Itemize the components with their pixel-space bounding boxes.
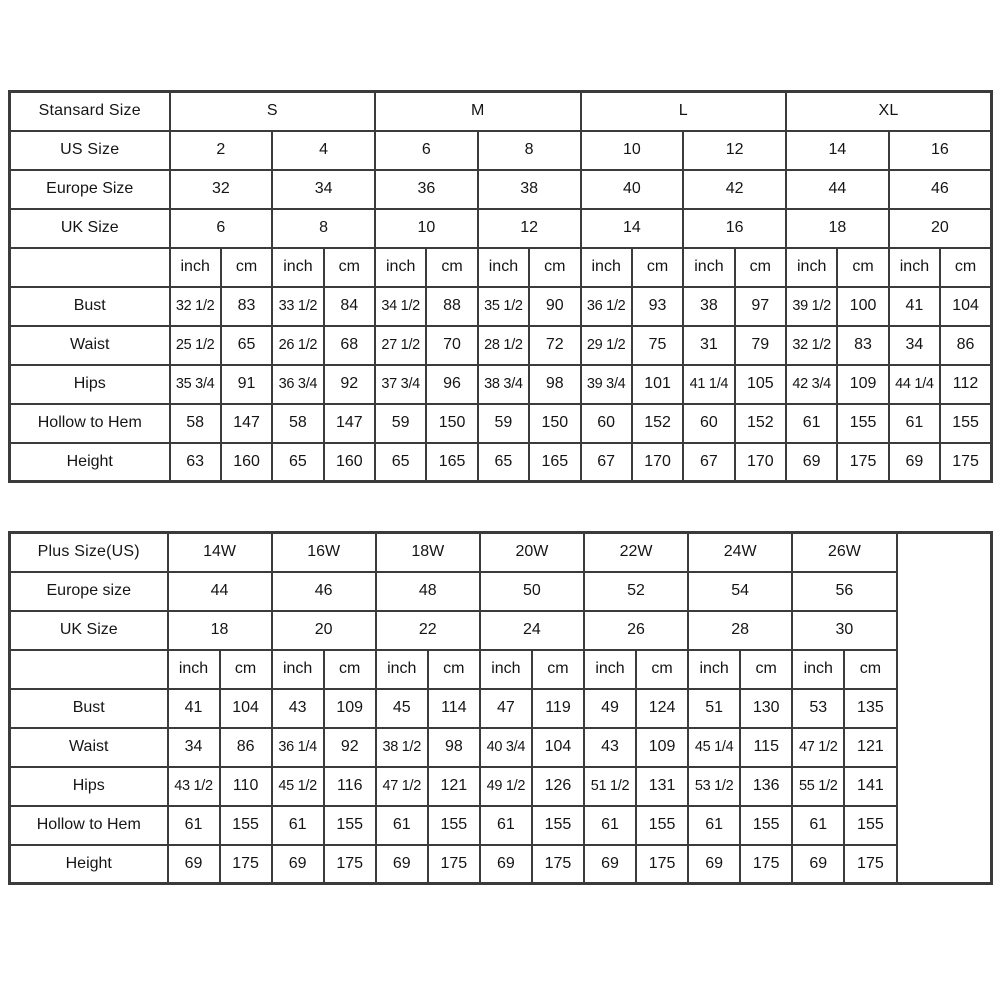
measurement-value: 155 [837, 404, 888, 443]
size-group-header: XL [786, 92, 992, 131]
measurement-value: 41 [168, 689, 220, 728]
unit-label: cm [221, 248, 272, 287]
measurement-value: 47 1/2 [376, 767, 428, 806]
measurement-value: 26 1/2 [272, 326, 323, 365]
measurement-row-label: Waist [10, 326, 170, 365]
measurement-value: 97 [735, 287, 786, 326]
table-row [10, 572, 992, 611]
measurement-value: 53 [792, 689, 844, 728]
measurement-value: 69 [272, 845, 324, 884]
table-row [10, 365, 992, 404]
measurement-value: 44 1/4 [889, 365, 940, 404]
measurement-value: 34 1/2 [375, 287, 426, 326]
uk-size-value: 28 [688, 611, 792, 650]
unit-label: cm [940, 248, 991, 287]
uk-size-value: 10 [375, 209, 478, 248]
size-group-header: S [170, 92, 376, 131]
measurement-value: 104 [940, 287, 991, 326]
us-size-value: 14 [786, 131, 889, 170]
measurement-value: 131 [636, 767, 688, 806]
measurement-value: 69 [584, 845, 636, 884]
europe-size-value: 44 [786, 170, 889, 209]
europe-size-value: 56 [792, 572, 896, 611]
measurement-value: 86 [220, 728, 272, 767]
unit-label: cm [837, 248, 888, 287]
measurement-value: 101 [632, 365, 683, 404]
unit-label: cm [532, 650, 584, 689]
measurement-value: 105 [735, 365, 786, 404]
size-group-header: 16W [272, 533, 376, 572]
measurement-row-label: Height [10, 443, 170, 482]
measurement-value: 32 1/2 [786, 326, 837, 365]
measurement-value: 114 [428, 689, 480, 728]
size-group-header: 20W [480, 533, 584, 572]
measurement-value: 141 [844, 767, 896, 806]
measurement-value: 116 [324, 767, 376, 806]
measurement-value: 43 [272, 689, 324, 728]
unit-label: inch [168, 650, 220, 689]
measurement-value: 75 [632, 326, 683, 365]
measurement-value: 43 1/2 [168, 767, 220, 806]
measurement-value: 61 [272, 806, 324, 845]
measurement-value: 28 1/2 [478, 326, 529, 365]
measurement-value: 155 [532, 806, 584, 845]
size-group-header: L [581, 92, 787, 131]
measurement-value: 37 3/4 [375, 365, 426, 404]
uk-size-value: 18 [786, 209, 889, 248]
measurement-value: 61 [786, 404, 837, 443]
measurement-value: 61 [376, 806, 428, 845]
europe-size-value: 40 [581, 170, 684, 209]
measurement-value: 155 [940, 404, 991, 443]
measurement-value: 92 [324, 728, 376, 767]
measurement-value: 92 [324, 365, 375, 404]
table-row [10, 248, 992, 287]
measurement-value: 121 [428, 767, 480, 806]
measurement-value: 67 [683, 443, 734, 482]
size-group-header: 26W [792, 533, 896, 572]
unit-label: cm [735, 248, 786, 287]
uk-size-value: 6 [170, 209, 273, 248]
measurement-value: 175 [837, 443, 888, 482]
measurement-row-label: Hollow to Hem [10, 404, 170, 443]
measurement-value: 175 [324, 845, 376, 884]
table-row [10, 650, 992, 689]
measurement-value: 165 [529, 443, 580, 482]
unit-label: cm [740, 650, 792, 689]
unit-label: inch [792, 650, 844, 689]
measurement-value: 93 [632, 287, 683, 326]
measurement-value: 147 [221, 404, 272, 443]
measurement-value: 72 [529, 326, 580, 365]
measurement-value: 40 3/4 [480, 728, 532, 767]
measurement-value: 59 [375, 404, 426, 443]
unit-label: cm [324, 650, 376, 689]
measurement-value: 86 [940, 326, 991, 365]
europe-size-value: 46 [272, 572, 376, 611]
table-row [10, 287, 992, 326]
measurement-value: 109 [837, 365, 888, 404]
measurement-value: 45 1/4 [688, 728, 740, 767]
measurement-value: 126 [532, 767, 584, 806]
measurement-value: 175 [844, 845, 896, 884]
us-size-value: 8 [478, 131, 581, 170]
table-row [10, 92, 992, 131]
measurement-value: 69 [688, 845, 740, 884]
measurement-value: 136 [740, 767, 792, 806]
unit-label: inch [584, 650, 636, 689]
measurement-value: 104 [220, 689, 272, 728]
us-size-value: 4 [272, 131, 375, 170]
unit-label: inch [272, 248, 323, 287]
measurement-value: 58 [272, 404, 323, 443]
table-row [10, 209, 992, 248]
measurement-value: 155 [636, 806, 688, 845]
measurement-value: 100 [837, 287, 888, 326]
measurement-value: 155 [428, 806, 480, 845]
measurement-value: 65 [375, 443, 426, 482]
measurement-value: 43 [584, 728, 636, 767]
measurement-value: 175 [636, 845, 688, 884]
unit-label: cm [844, 650, 896, 689]
measurement-value: 83 [221, 287, 272, 326]
measurement-value: 104 [532, 728, 584, 767]
measurement-value: 175 [940, 443, 991, 482]
europe-size-value: 32 [170, 170, 273, 209]
unit-label: cm [529, 248, 580, 287]
measurement-value: 69 [168, 845, 220, 884]
unit-label: inch [170, 248, 221, 287]
measurement-value: 69 [376, 845, 428, 884]
measurement-value: 61 [168, 806, 220, 845]
unit-label: inch [376, 650, 428, 689]
measurement-value: 39 1/2 [786, 287, 837, 326]
measurement-value: 155 [844, 806, 896, 845]
measurement-value: 175 [428, 845, 480, 884]
table-row [10, 533, 992, 572]
measurement-value: 36 1/2 [581, 287, 632, 326]
measurement-value: 70 [426, 326, 477, 365]
europe-size-value: 44 [168, 572, 272, 611]
uk-size-value: 16 [683, 209, 786, 248]
measurement-value: 121 [844, 728, 896, 767]
table-row [10, 767, 992, 806]
europe-size-value: 54 [688, 572, 792, 611]
measurement-value: 119 [532, 689, 584, 728]
measurement-value: 83 [837, 326, 888, 365]
unit-label: cm [220, 650, 272, 689]
measurement-row-label: Bust [10, 287, 170, 326]
measurement-value: 155 [220, 806, 272, 845]
size-group-header: 14W [168, 533, 272, 572]
uk-size-value: 24 [480, 611, 584, 650]
uk-size-row-label: UK Size [10, 611, 168, 650]
measurement-value: 88 [426, 287, 477, 326]
unit-label: inch [688, 650, 740, 689]
measurement-value: 152 [632, 404, 683, 443]
table-row [10, 326, 992, 365]
table-row [10, 728, 992, 767]
measurement-value: 61 [889, 404, 940, 443]
unit-label: inch [581, 248, 632, 287]
standard-size-title: Stansard Size [10, 92, 170, 131]
measurement-value: 109 [636, 728, 688, 767]
measurement-value: 32 1/2 [170, 287, 221, 326]
europe-size-value: 48 [376, 572, 480, 611]
measurement-value: 61 [480, 806, 532, 845]
uk-size-value: 8 [272, 209, 375, 248]
us-size-value: 6 [375, 131, 478, 170]
measurement-value: 61 [792, 806, 844, 845]
plus-size-table [8, 531, 993, 885]
measurement-value: 45 1/2 [272, 767, 324, 806]
measurement-value: 155 [324, 806, 376, 845]
europe-size-value: 50 [480, 572, 584, 611]
measurement-value: 152 [735, 404, 786, 443]
measurement-value: 170 [735, 443, 786, 482]
measurement-value: 34 [168, 728, 220, 767]
empty-spacer-cell [897, 533, 992, 884]
standard-size-table [8, 90, 993, 483]
measurement-value: 29 1/2 [581, 326, 632, 365]
plus-size-title: Plus Size(US) [10, 533, 168, 572]
measurement-value: 53 1/2 [688, 767, 740, 806]
measurement-value: 49 [584, 689, 636, 728]
table-row [10, 845, 992, 884]
measurement-row-label: Bust [10, 689, 168, 728]
measurement-value: 33 1/2 [272, 287, 323, 326]
measurement-value: 170 [632, 443, 683, 482]
size-group-header: 24W [688, 533, 792, 572]
measurement-row-label: Hips [10, 365, 170, 404]
measurement-value: 98 [428, 728, 480, 767]
size-group-header: M [375, 92, 581, 131]
measurement-value: 60 [683, 404, 734, 443]
measurement-value: 69 [792, 845, 844, 884]
table-row [10, 404, 992, 443]
us-size-row-label: US Size [10, 131, 170, 170]
measurement-value: 63 [170, 443, 221, 482]
unit-label: inch [478, 248, 529, 287]
unit-label: cm [428, 650, 480, 689]
measurement-value: 115 [740, 728, 792, 767]
europe-size-value: 52 [584, 572, 688, 611]
europe-size-value: 46 [889, 170, 992, 209]
europe-size-value: 34 [272, 170, 375, 209]
table-row [10, 170, 992, 209]
measurement-value: 45 [376, 689, 428, 728]
measurement-value: 42 3/4 [786, 365, 837, 404]
measurement-value: 61 [688, 806, 740, 845]
measurement-value: 38 1/2 [376, 728, 428, 767]
measurement-value: 124 [636, 689, 688, 728]
europe-size-row-label: Europe Size [10, 170, 170, 209]
measurement-value: 47 1/2 [792, 728, 844, 767]
measurement-value: 36 3/4 [272, 365, 323, 404]
measurement-value: 58 [170, 404, 221, 443]
measurement-value: 150 [529, 404, 580, 443]
measurement-value: 31 [683, 326, 734, 365]
measurement-value: 35 3/4 [170, 365, 221, 404]
measurement-value: 25 1/2 [170, 326, 221, 365]
measurement-value: 135 [844, 689, 896, 728]
unit-label: inch [480, 650, 532, 689]
uk-size-value: 22 [376, 611, 480, 650]
measurement-value: 51 1/2 [584, 767, 636, 806]
measurement-value: 69 [889, 443, 940, 482]
measurement-value: 36 1/4 [272, 728, 324, 767]
measurement-value: 27 1/2 [375, 326, 426, 365]
us-size-value: 2 [170, 131, 273, 170]
unit-row-empty-cell [10, 650, 168, 689]
measurement-value: 84 [324, 287, 375, 326]
measurement-value: 150 [426, 404, 477, 443]
uk-size-value: 20 [889, 209, 992, 248]
unit-label: inch [272, 650, 324, 689]
measurement-value: 160 [324, 443, 375, 482]
size-group-header: 18W [376, 533, 480, 572]
measurement-value: 79 [735, 326, 786, 365]
table-row [10, 806, 992, 845]
measurement-value: 38 [683, 287, 734, 326]
uk-size-value: 20 [272, 611, 376, 650]
us-size-value: 16 [889, 131, 992, 170]
europe-size-value: 36 [375, 170, 478, 209]
measurement-value: 110 [220, 767, 272, 806]
measurement-value: 60 [581, 404, 632, 443]
unit-label: cm [632, 248, 683, 287]
measurement-value: 41 1/4 [683, 365, 734, 404]
uk-size-value: 18 [168, 611, 272, 650]
measurement-value: 147 [324, 404, 375, 443]
unit-label: inch [786, 248, 837, 287]
unit-label: cm [426, 248, 477, 287]
measurement-value: 67 [581, 443, 632, 482]
us-size-value: 12 [683, 131, 786, 170]
table-row [10, 131, 992, 170]
measurement-value: 41 [889, 287, 940, 326]
measurement-value: 47 [480, 689, 532, 728]
measurement-value: 160 [221, 443, 272, 482]
measurement-row-label: Height [10, 845, 168, 884]
uk-size-value: 12 [478, 209, 581, 248]
uk-size-value: 14 [581, 209, 684, 248]
measurement-value: 55 1/2 [792, 767, 844, 806]
measurement-value: 65 [221, 326, 272, 365]
uk-size-row-label: UK Size [10, 209, 170, 248]
measurement-value: 175 [740, 845, 792, 884]
table-row [10, 689, 992, 728]
uk-size-value: 26 [584, 611, 688, 650]
measurement-value: 65 [478, 443, 529, 482]
measurement-value: 165 [426, 443, 477, 482]
unit-label: cm [324, 248, 375, 287]
measurement-value: 130 [740, 689, 792, 728]
measurement-value: 175 [220, 845, 272, 884]
measurement-value: 49 1/2 [480, 767, 532, 806]
measurement-row-label: Hollow to Hem [10, 806, 168, 845]
measurement-value: 98 [529, 365, 580, 404]
measurement-row-label: Hips [10, 767, 168, 806]
unit-row-empty-cell [10, 248, 170, 287]
measurement-value: 69 [786, 443, 837, 482]
measurement-value: 112 [940, 365, 991, 404]
measurement-value: 69 [480, 845, 532, 884]
size-group-header: 22W [584, 533, 688, 572]
europe-size-row-label: Europe size [10, 572, 168, 611]
table-row [10, 443, 992, 482]
measurement-value: 68 [324, 326, 375, 365]
uk-size-value: 30 [792, 611, 896, 650]
measurement-value: 35 1/2 [478, 287, 529, 326]
measurement-value: 175 [532, 845, 584, 884]
measurement-value: 34 [889, 326, 940, 365]
measurement-value: 61 [584, 806, 636, 845]
measurement-value: 90 [529, 287, 580, 326]
unit-label: inch [889, 248, 940, 287]
unit-label: cm [636, 650, 688, 689]
measurement-value: 155 [740, 806, 792, 845]
us-size-value: 10 [581, 131, 684, 170]
measurement-value: 65 [272, 443, 323, 482]
measurement-value: 109 [324, 689, 376, 728]
europe-size-value: 38 [478, 170, 581, 209]
measurement-value: 51 [688, 689, 740, 728]
europe-size-value: 42 [683, 170, 786, 209]
measurement-value: 96 [426, 365, 477, 404]
measurement-value: 38 3/4 [478, 365, 529, 404]
table-row [10, 611, 992, 650]
measurement-value: 39 3/4 [581, 365, 632, 404]
unit-label: inch [683, 248, 734, 287]
unit-label: inch [375, 248, 426, 287]
measurement-row-label: Waist [10, 728, 168, 767]
measurement-value: 59 [478, 404, 529, 443]
measurement-value: 91 [221, 365, 272, 404]
